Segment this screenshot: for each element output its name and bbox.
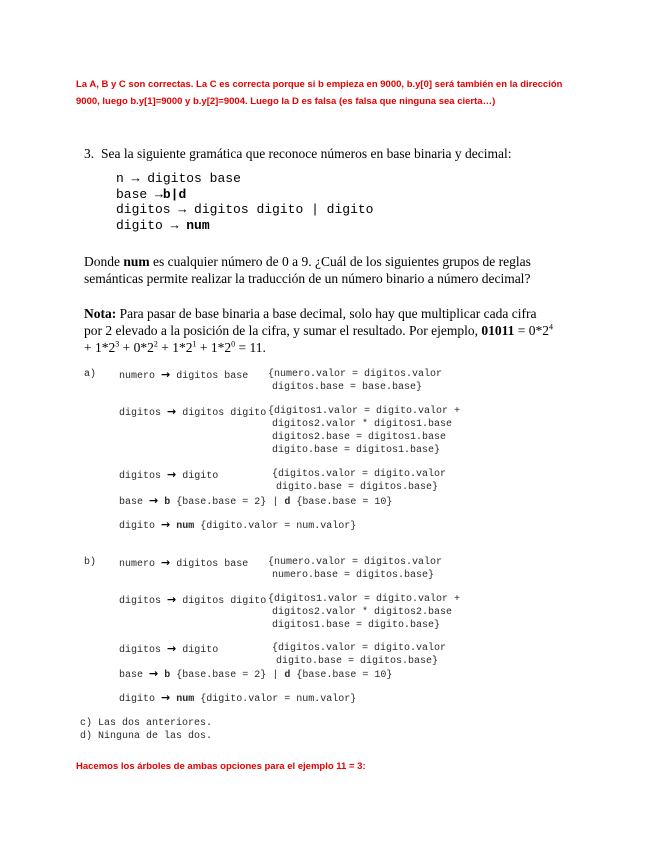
semantic-line: digitos2.valor * digitos1.base bbox=[272, 419, 453, 430]
semantic-line: {numero.valor = digitos.valor bbox=[268, 369, 443, 380]
semantic-line: digitos.base = base.base} bbox=[272, 382, 423, 393]
option-a-rule-3: digitos → digito bbox=[119, 468, 219, 482]
option-a-label: a) bbox=[84, 369, 97, 380]
semantic-line: digito.base = digitos.base} bbox=[276, 482, 439, 493]
option-d: d) Ninguna de las dos. bbox=[80, 731, 213, 742]
option-b-rule-2: digitos → digitos digito bbox=[119, 593, 267, 607]
semantic-line: {digitos1.valor = digito.valor + bbox=[268, 594, 461, 605]
semantic-line: numero.base = digitos.base} bbox=[272, 570, 435, 581]
grammar-rule: digitos → digitos digito | digito bbox=[116, 202, 374, 217]
option-a-rule-5: digito → num {digito.valor = num.valor} bbox=[119, 518, 357, 532]
grammar-rule: base →b|d bbox=[116, 186, 187, 202]
semantic-line: digitos1.base = digito.base} bbox=[272, 620, 441, 631]
option-b-label: b) bbox=[84, 557, 97, 568]
note-paragraph: Nota: Para pasar de base binaria a base decimal, solo hay que multiplicar cada cifra por 2 elevado a la posición de la cifra, y sumar el resultado. Por ejemplo, $01011 = 0*2^4 + 1*2^3 + 0*2^2 + 1*2^1 + 1*2^0 = 11$. bbox=[84, 306, 554, 355]
option-c: c) Las dos anteriores. bbox=[80, 718, 213, 729]
answer-note: La A, B y C son correctas. La C es correcta porque si b empieza en 9000, b.y[0] será también en la dirección 9000, luego b.y[1]=9000 y b.y[2]=9004. Luego la D es falsa (es falsa que ninguna sea cierta…) bbox=[76, 79, 563, 107]
grammar-rule: n → digitos base bbox=[116, 171, 241, 186]
semantic-line: {digitos1.valor = digito.valor + bbox=[268, 406, 461, 417]
semantic-line: digito.base = digitos1.base} bbox=[272, 445, 441, 456]
option-b-rule-3: digitos → digito bbox=[119, 642, 219, 656]
option-a-rule-1: numero → digitos base bbox=[119, 368, 249, 382]
note-example: 01011 bbox=[481, 323, 515, 338]
question-heading bbox=[84, 145, 511, 162]
option-b-rule-5: digito → num {digito.valor = num.valor} bbox=[119, 691, 357, 705]
question-number: 3. bbox=[84, 146, 95, 161]
semantic-line: digitos2.base = digitos1.base bbox=[272, 432, 447, 443]
semantic-line: digitos2.valor * digitos2.base bbox=[272, 607, 453, 618]
option-b-rule-4: base → b {base.base = 2} | d {base.base = 10} bbox=[119, 667, 393, 681]
grammar-rule: digito → num bbox=[116, 217, 210, 233]
semantic-line: {digitos.valor = digito.valor bbox=[272, 643, 447, 654]
semantic-line: {digitos.valor = digito.valor bbox=[272, 469, 447, 480]
grammar-block bbox=[116, 171, 373, 233]
note-label: Nota: bbox=[84, 306, 117, 321]
question-text: Sea la siguiente gramática que reconoce números en base binaria y decimal: bbox=[101, 146, 512, 161]
option-b-rule-1: numero → digitos base bbox=[119, 556, 249, 570]
semantic-line: digito.base = digitos.base} bbox=[276, 656, 439, 667]
semantic-line: {numero.valor = digitos.valor bbox=[268, 557, 443, 568]
answer-trees-heading: Hacemos los árboles de ambas opciones para el ejemplo 11 = 3: bbox=[76, 761, 366, 772]
option-a-rule-4: base → b {base.base = 2} | d {base.base = 10} bbox=[119, 494, 393, 508]
option-a-rule-2: digitos → digitos digito bbox=[119, 405, 267, 419]
question-description: Donde num es cualquier número de 0 a 9. ¿Cuál de los siguientes grupos de reglas semánticas permite realizar la traducción de un número binario a número decimal? bbox=[84, 254, 531, 286]
